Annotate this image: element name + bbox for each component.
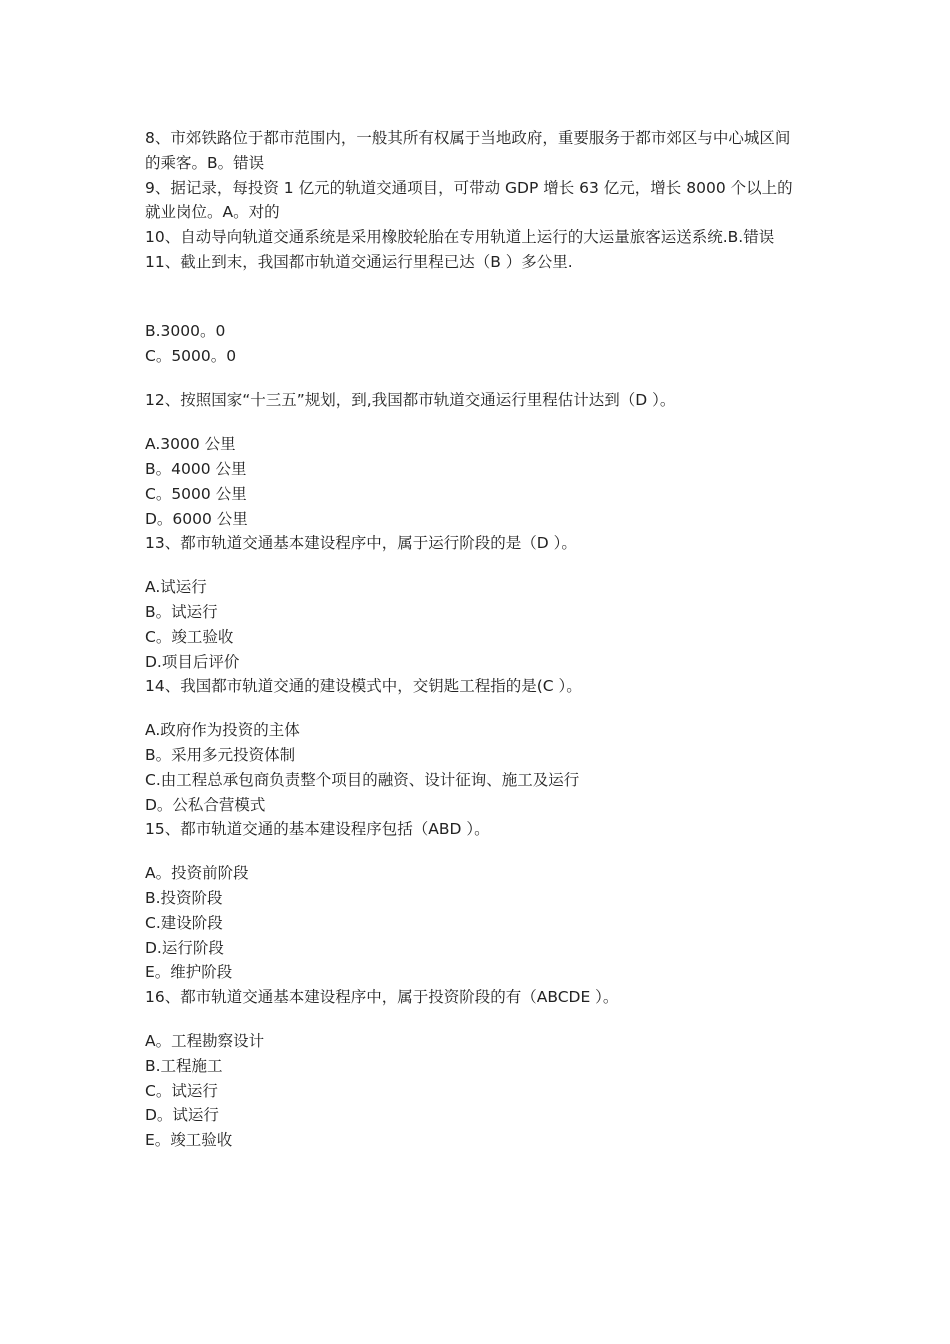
- question-11: 11、截止到末，我国都市轨道交通运行里程已达（B ）多公里.: [145, 252, 573, 271]
- question-15: 15、都市轨道交通的基本建设程序包括（ABD ）。: [145, 820, 490, 839]
- spacer: [145, 556, 805, 575]
- spacer: [145, 368, 805, 388]
- option-q11-c: C。5000。0: [145, 346, 237, 365]
- option-q15-d: D.运行阶段: [145, 938, 224, 957]
- spacer: [145, 699, 805, 718]
- option-q12-a: A.3000 公里: [145, 435, 236, 454]
- option-q15-b: B.投资阶段: [145, 888, 223, 907]
- option-q16-a: A。工程勘察设计: [145, 1031, 265, 1050]
- option-q16-c: C。试运行: [145, 1081, 218, 1100]
- spacer: [145, 842, 805, 861]
- question-16: 16、都市轨道交通基本建设程序中，属于投资阶段的有（ABCDE ）。: [145, 988, 619, 1007]
- spacer: [145, 413, 805, 432]
- option-q11-b: B.3000。0: [145, 321, 226, 340]
- option-q14-b: B。采用多元投资体制: [145, 745, 296, 764]
- option-q13-a: A.试运行: [145, 578, 207, 597]
- option-q13-c: C。竣工验收: [145, 627, 234, 646]
- option-q12-d: D。6000 公里: [145, 509, 248, 528]
- option-q13-d: D.项目后评价: [145, 652, 240, 671]
- option-q13-b: B。试运行: [145, 602, 218, 621]
- option-q14-d: D。公私合营模式: [145, 795, 266, 814]
- option-q14-c: C.由工程总承包商负责整个项目的融资、设计征询、施工及运行: [145, 770, 580, 789]
- option-q15-a: A。投资前阶段: [145, 864, 249, 883]
- question-12: 12、按照国家“十三五”规划，到,我国都市轨道交通运行里程估计达到（D ）。: [145, 391, 676, 410]
- option-q14-a: A.政府作为投资的主体: [145, 721, 300, 740]
- question-10: 10、自动导向轨道交通系统是采用橡胶轮胎在专用轨道上运行的大运量旅客运送系统.B.错误: [145, 228, 775, 247]
- option-q12-b: B。4000 公里: [145, 459, 247, 478]
- question-9: 9、据记录，每投资 1 亿元的轨道交通项目，可带动 GDP 增长 63 亿元，增长 8000 个以上的就业岗位。A。对的: [145, 178, 793, 222]
- question-13: 13、都市轨道交通基本建设程序中，属于运行阶段的是（D ）。: [145, 534, 577, 553]
- question-8: 8、市郊铁路位于都市范围内，一般其所有权属于当地政府，重要服务于都市郊区与中心城区间的乘客。B。错误: [145, 129, 791, 172]
- option-q12-c: C。5000 公里: [145, 484, 247, 503]
- spacer: [145, 275, 805, 319]
- spacer: [145, 1010, 805, 1029]
- option-q15-e: E。维护阶段: [145, 963, 233, 982]
- question-14: 14、我国都市轨道交通的建设模式中，交钥匙工程指的是(C ）。: [145, 677, 582, 696]
- option-q15-c: C.建设阶段: [145, 913, 223, 932]
- option-q16-b: B.工程施工: [145, 1056, 223, 1075]
- option-q16-e: E。竣工验收: [145, 1131, 233, 1150]
- document-body: [145, 126, 805, 1153]
- option-q16-d: D。试运行: [145, 1106, 219, 1125]
